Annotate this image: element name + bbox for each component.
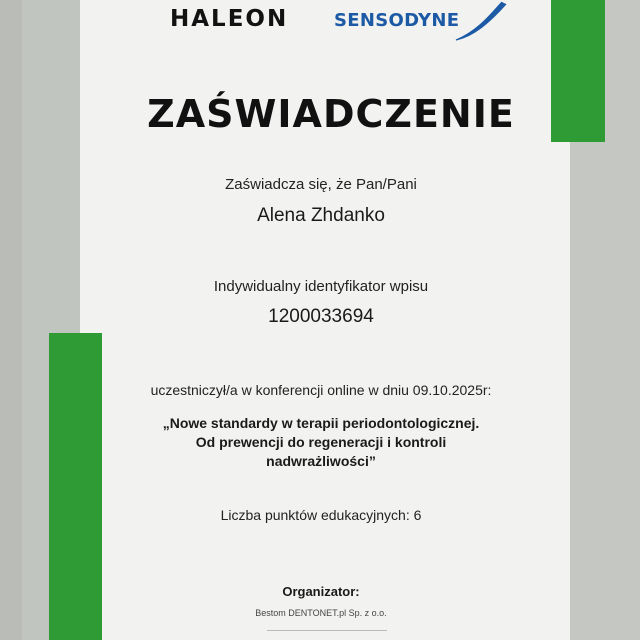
participation-line: uczestniczył/a w konferencji online w dniu 09.10.2025r: (150, 382, 492, 398)
organizer-label: Organizator: (282, 584, 360, 599)
id-value: 1200033694 (268, 306, 374, 327)
topic-line-3: nadwrażliwości” (266, 453, 376, 469)
participant-name: Alena Zhdanko (257, 205, 385, 226)
certificate-page (22, 0, 640, 640)
education-points: Liczba punktów edukacyjnych: 6 (220, 507, 422, 523)
sensodyne-swoosh-icon (450, 0, 510, 44)
topic-line-1: „Nowe standardy w terapii periodontologicznej. (162, 415, 480, 431)
certificate-title: ZAŚWIADCZENIE (147, 92, 515, 136)
conference-topic (22, 414, 620, 471)
attest-line: Zaświadcza się, że Pan/Pani (225, 176, 417, 193)
id-label: Indywidualny identyfikator wpisu (213, 278, 429, 295)
organizer-name: Bestom DENTONET.pl Sp. z o.o. (255, 608, 387, 618)
sensodyne-logo: SENSODYNE (334, 10, 460, 31)
topic-line-2: Od prewencji do regeneracji i kontroli (195, 434, 447, 450)
signature-line (267, 630, 387, 631)
haleon-logo: HALEON (170, 6, 289, 32)
